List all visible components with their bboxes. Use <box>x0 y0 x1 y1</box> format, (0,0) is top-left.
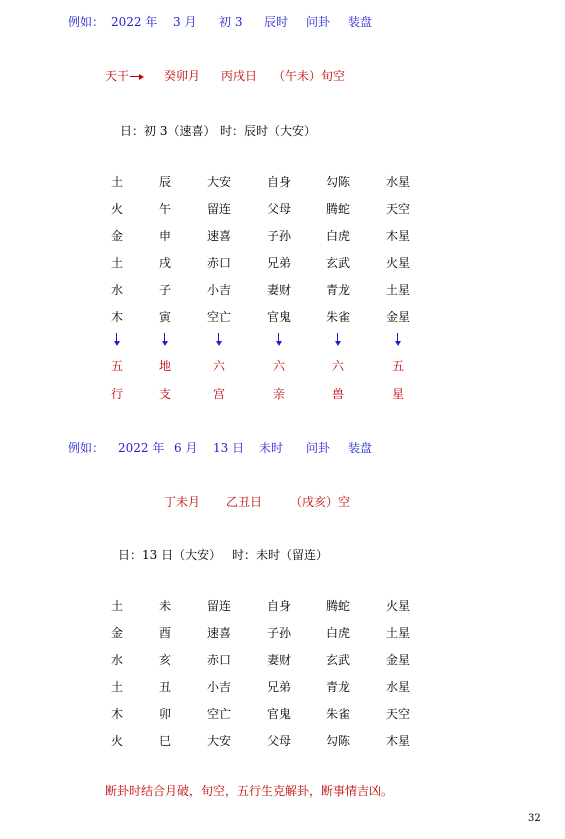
down-arrow-icon <box>333 333 343 347</box>
table-cell: 水 <box>110 283 123 297</box>
table-cell: 勾陈 <box>325 175 350 189</box>
time-info: 时：辰时（大安） <box>220 124 317 138</box>
legend-char: 星 <box>391 387 404 401</box>
xunkong: （午未）旬空 <box>273 69 346 83</box>
table-cell: 留连 <box>206 599 231 613</box>
legend-char: 支 <box>158 387 171 401</box>
table-cell: 木星 <box>385 734 410 748</box>
table-cell: 勾陈 <box>325 734 350 748</box>
table-cell: 留连 <box>206 202 231 216</box>
table-cell: 木 <box>110 707 123 721</box>
kong: （戌亥）空 <box>290 495 351 509</box>
year: 2022 年 <box>111 15 158 29</box>
table-cell: 空亡 <box>206 707 231 721</box>
down-arrow-icon <box>112 333 122 347</box>
table-cell: 申 <box>158 229 171 243</box>
table-cell: 父母 <box>266 202 291 216</box>
page-number: 32 <box>528 813 541 824</box>
right-arrow-icon <box>130 73 144 81</box>
table-cell: 朱雀 <box>325 707 350 721</box>
table-cell: 辰 <box>158 175 171 189</box>
table-cell: 水星 <box>385 680 410 694</box>
down-arrow-icon <box>274 333 284 347</box>
table-cell: 兄弟 <box>266 256 291 270</box>
table-cell: 青龙 <box>325 283 350 297</box>
table-cell: 金 <box>110 626 123 640</box>
table-cell: 木 <box>110 310 123 324</box>
legend-char: 行 <box>110 387 123 401</box>
table-cell: 火星 <box>385 256 410 270</box>
month: 6 月 <box>174 441 198 455</box>
table-cell: 白虎 <box>325 229 350 243</box>
table-cell: 兄弟 <box>266 680 291 694</box>
table-cell: 父母 <box>266 734 291 748</box>
table-cell: 水 <box>110 653 123 667</box>
table-cell: 小吉 <box>206 283 231 297</box>
tiangan-label: 天干 <box>105 67 144 84</box>
table-cell: 金星 <box>385 310 410 324</box>
table-cell: 赤口 <box>206 653 231 667</box>
table-cell: 子 <box>158 283 171 297</box>
table-cell: 玄武 <box>325 256 350 270</box>
table-cell: 水星 <box>385 175 410 189</box>
setup: 装盘 <box>348 441 373 455</box>
ask: 问卦 <box>306 15 331 29</box>
table-cell: 子孙 <box>266 626 291 640</box>
example-label: 例如： <box>68 441 105 455</box>
table-cell: 天空 <box>385 707 410 721</box>
table-cell: 土星 <box>385 283 410 297</box>
legend-char: 五 <box>110 359 123 373</box>
hour: 辰时 <box>264 15 289 29</box>
year: 2022 年 <box>118 441 165 455</box>
legend-char: 亲 <box>272 387 285 401</box>
day-ganzhi: 乙丑日 <box>226 495 263 509</box>
table-cell: 午 <box>158 202 171 216</box>
legend-char: 六 <box>212 359 225 373</box>
down-arrow-icon <box>214 333 224 347</box>
table-cell: 子孙 <box>266 229 291 243</box>
table-cell: 大安 <box>206 175 231 189</box>
table-cell: 金星 <box>385 653 410 667</box>
table-cell: 空亡 <box>206 310 231 324</box>
table-cell: 戌 <box>158 256 171 270</box>
day: 13 日 <box>213 441 245 455</box>
example-label: 例如： <box>68 15 105 29</box>
month-ganzhi: 丁未月 <box>164 495 201 509</box>
table-cell: 速喜 <box>206 626 231 640</box>
table-cell: 土 <box>110 256 123 270</box>
table-cell: 火星 <box>385 599 410 613</box>
table-cell: 赤口 <box>206 256 231 270</box>
table-cell: 自身 <box>266 599 291 613</box>
legend-char: 兽 <box>331 387 344 401</box>
table-cell: 官鬼 <box>266 310 291 324</box>
table-cell: 火 <box>110 734 123 748</box>
legend-char: 地 <box>158 359 171 373</box>
day-ganzhi: 丙戌日 <box>221 69 258 83</box>
conclusion-text: 断卦时结合月破，旬空，五行生克解卦，断事情吉凶。 <box>105 784 394 798</box>
time-info: 时：未时（留连） <box>232 548 329 562</box>
setup: 装盘 <box>348 15 373 29</box>
table-cell: 巳 <box>158 734 171 748</box>
month-ganzhi: 癸卯月 <box>164 69 201 83</box>
table-cell: 大安 <box>206 734 231 748</box>
table-cell: 白虎 <box>325 626 350 640</box>
day-info: 日：初 3（速喜） <box>120 124 216 138</box>
table-cell: 未 <box>158 599 171 613</box>
table-cell: 官鬼 <box>266 707 291 721</box>
table-cell: 火 <box>110 202 123 216</box>
legend-char: 六 <box>272 359 285 373</box>
table-cell: 土 <box>110 175 123 189</box>
table-cell: 妻财 <box>266 653 291 667</box>
table-cell: 青龙 <box>325 680 350 694</box>
ask: 问卦 <box>306 441 331 455</box>
table-cell: 腾蛇 <box>325 599 350 613</box>
table-cell: 酉 <box>158 626 171 640</box>
table-cell: 自身 <box>266 175 291 189</box>
table-cell: 腾蛇 <box>325 202 350 216</box>
table-cell: 寅 <box>158 310 171 324</box>
table-cell: 金 <box>110 229 123 243</box>
table-cell: 木星 <box>385 229 410 243</box>
table-cell: 速喜 <box>206 229 231 243</box>
table-cell: 妻财 <box>266 283 291 297</box>
table-cell: 土 <box>110 680 123 694</box>
table-cell: 天空 <box>385 202 410 216</box>
hour: 未时 <box>259 441 284 455</box>
legend-char: 宫 <box>212 387 225 401</box>
down-arrow-icon <box>160 333 170 347</box>
table-cell: 小吉 <box>206 680 231 694</box>
legend-char: 五 <box>391 359 404 373</box>
table-cell: 丑 <box>158 680 171 694</box>
table-cell: 朱雀 <box>325 310 350 324</box>
legend-char: 六 <box>331 359 344 373</box>
table-cell: 卯 <box>158 707 171 721</box>
day: 初 3 <box>219 15 243 29</box>
table-cell: 玄武 <box>325 653 350 667</box>
table-cell: 亥 <box>158 653 171 667</box>
table-cell: 土 <box>110 599 123 613</box>
table-cell: 土星 <box>385 626 410 640</box>
day-info: 日：13 日（大安） <box>118 548 222 562</box>
down-arrow-icon <box>393 333 403 347</box>
month: 3 月 <box>173 15 197 29</box>
